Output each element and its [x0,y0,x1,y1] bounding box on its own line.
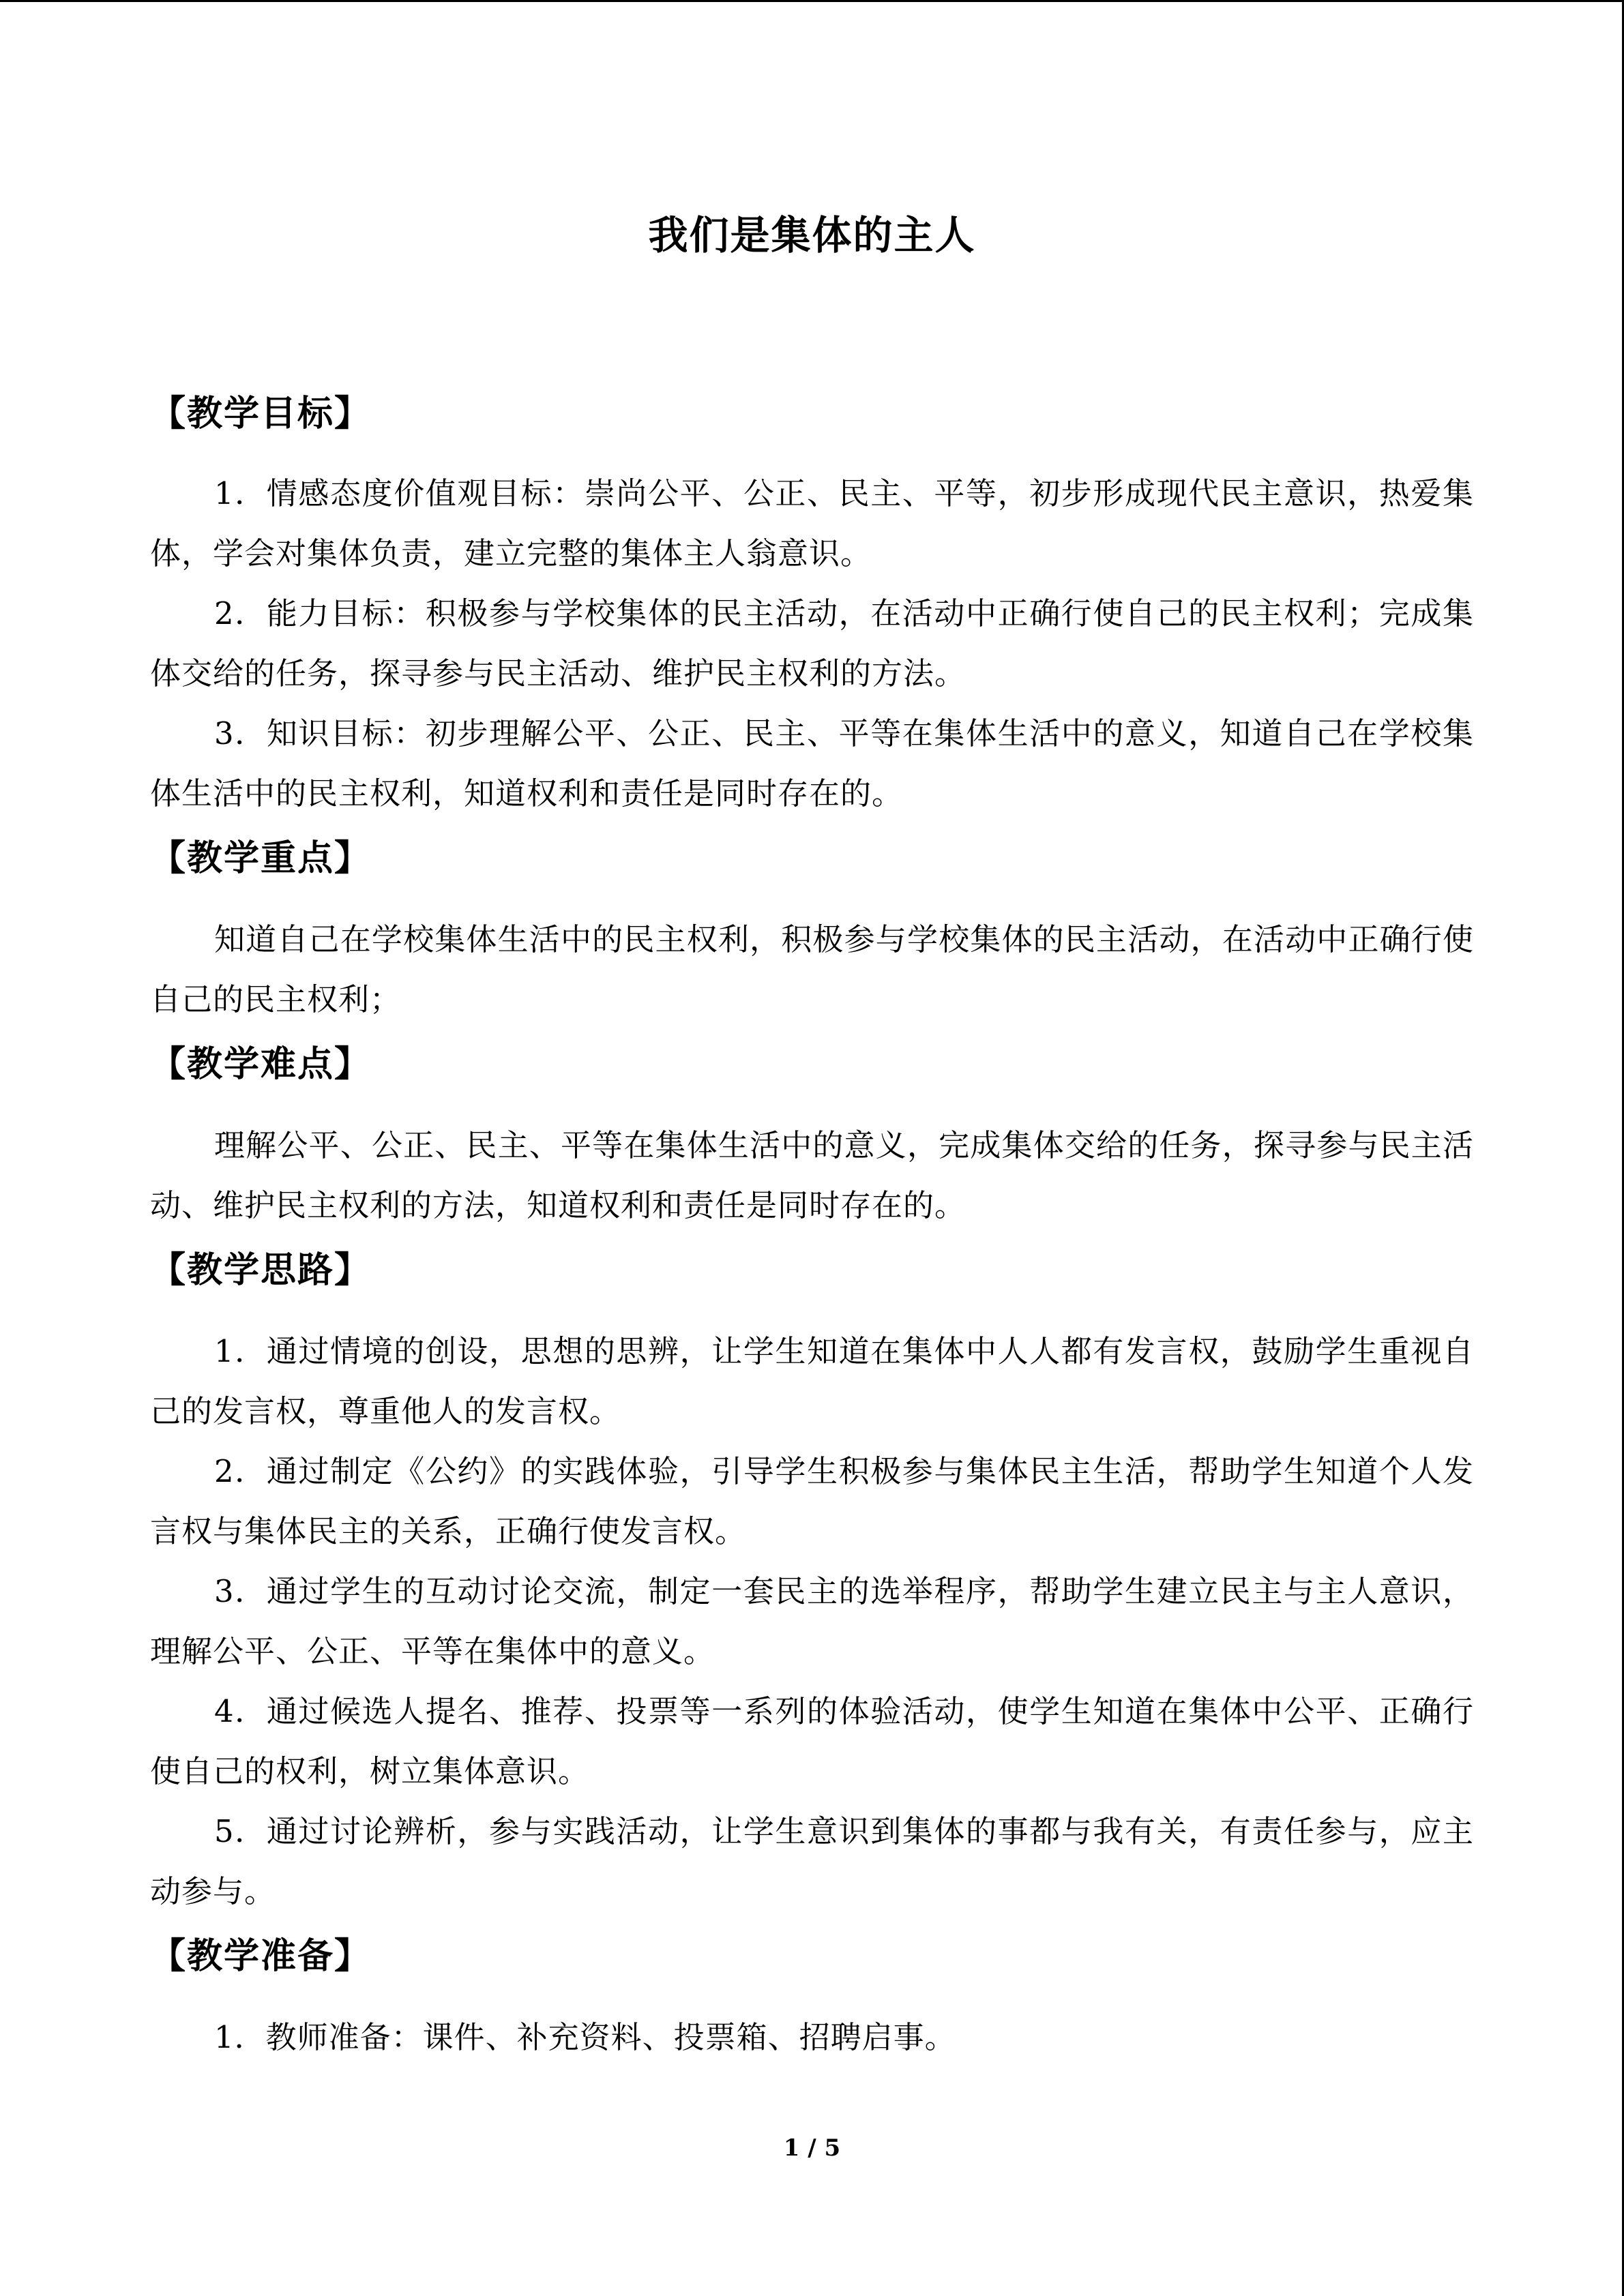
document-title: 我们是集体的主人 [648,212,976,258]
preparation-paragraph-1: 1．教师准备：课件、补充资料、投票箱、招聘启事。 [214,2019,956,2055]
approach-paragraph-2: 2．通过制定《公约》的实践体验，引导学生积极参与集体民主生活，帮助学生知道个人发言权与集体民主的关系，正确行使发言权。 [150,1453,1474,1549]
approach-paragraph-5: 5．通过讨论辨析，参与实践活动，让学生意识到集体的事都与我有关，有责任参与，应主动参与。 [150,1813,1474,1909]
goal-paragraph-1: 1．情感态度价值观目标：崇尚公平、公正、民主、平等，初步形成现代民主意识，热爱集体，学会对集体负责，建立完整的集体主人翁意识。 [150,475,1474,571]
difficulties-paragraph: 理解公平、公正、民主、平等在集体生活中的意义，完成集体交给的任务，探寻参与民主活动、维护民主权利的方法，知道权利和责任是同时存在的。 [150,1127,1474,1223]
heading-key-points: 【教学重点】 [150,837,372,879]
heading-teaching-approach: 【教学思路】 [150,1249,372,1291]
approach-paragraph-1: 1．通过情境的创设，思想的思辨，让学生知道在集体中人人都有发言权，鼓励学生重视自己的发言权，尊重他人的发言权。 [150,1333,1474,1429]
approach-paragraph-4: 4．通过候选人提名、推荐、投票等一系列的体验活动，使学生知道在集体中公平、正确行使自己的权利，树立集体意识。 [150,1693,1474,1789]
page-border-top [0,0,1624,2]
page-number: 1 / 5 [783,2134,841,2162]
heading-difficulties: 【教学难点】 [150,1043,372,1085]
heading-teaching-goals: 【教学目标】 [150,393,372,434]
goal-paragraph-2: 2．能力目标：积极参与学校集体的民主活动，在活动中正确行使自己的民主权利；完成集体交给的任务，探寻参与民主活动、维护民主权利的方法。 [150,595,1474,691]
goal-paragraph-3: 3．知识目标：初步理解公平、公正、民主、平等在集体生活中的意义，知道自己在学校集体生活中的民主权利，知道权利和责任是同时存在的。 [150,715,1474,811]
heading-preparation: 【教学准备】 [150,1935,372,1977]
approach-paragraph-3: 3．通过学生的互动讨论交流，制定一套民主的选举程序，帮助学生建立民主与主人意识，理解公平、公正、平等在集体中的意义。 [150,1573,1474,1669]
key-points-paragraph: 知道自己在学校集体生活中的民主权利，积极参与学校集体的民主活动，在活动中正确行使自己的民主权利； [150,921,1474,1017]
